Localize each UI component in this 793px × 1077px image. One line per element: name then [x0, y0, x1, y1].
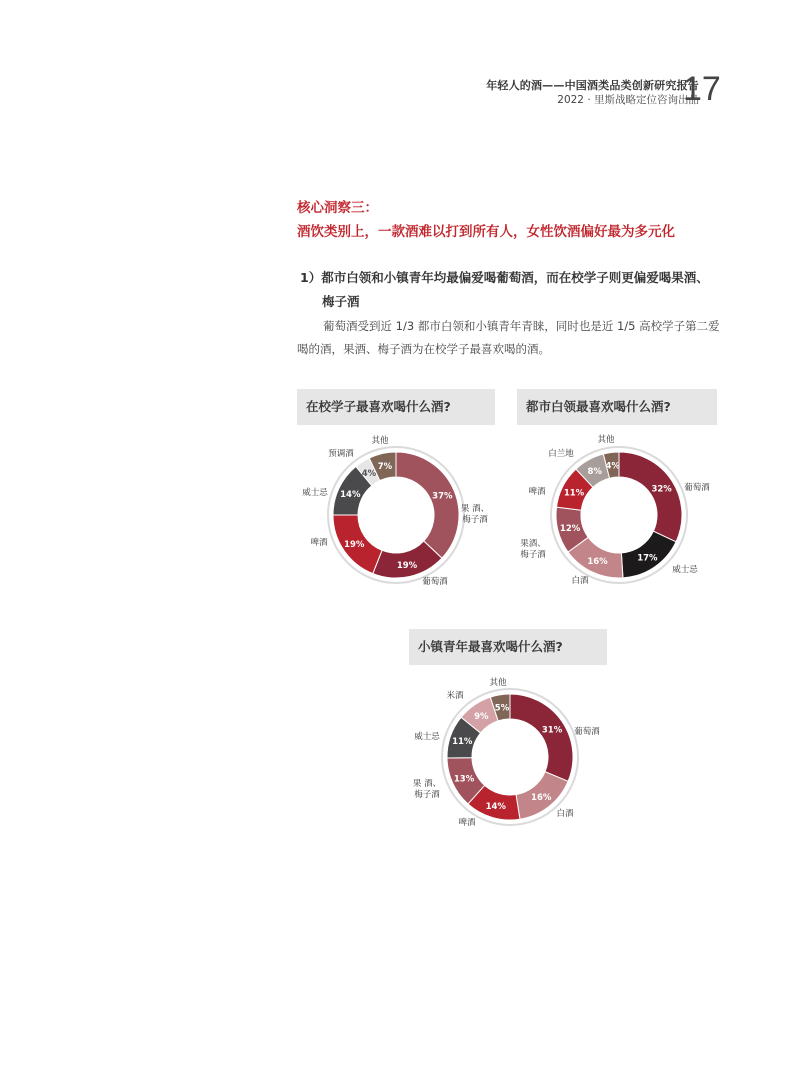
- slice-category-label: 其他: [489, 678, 507, 688]
- chart-1-donut: [297, 425, 495, 600]
- section-title: [300, 266, 740, 314]
- slice-percent-label: 11%: [563, 488, 585, 499]
- slice-percent-label: 5%: [494, 703, 510, 714]
- slice-category-label: 葡萄酒: [684, 483, 710, 493]
- slice-percent-label: 4%: [361, 468, 377, 479]
- slice-percent-label: 17%: [637, 553, 658, 564]
- slice-category-label: 果酒、梅子酒: [520, 539, 546, 560]
- slice-category-label: 白酒: [556, 809, 574, 819]
- body-paragraph: 葡萄酒受到近 1/3 都市白领和小镇青年青睐，同时也是近 1/5 高校学子第二爱喝的酒，果酒、梅子酒为在校学子最喜欢喝的酒。: [297, 319, 720, 356]
- slice-category-label: 其他: [371, 436, 389, 446]
- slice-percent-label: 19%: [396, 560, 418, 571]
- donut-slice: [510, 694, 573, 781]
- slice-category-label: 葡萄酒: [574, 727, 600, 737]
- chart-3-title: 小镇青年最喜欢喝什么酒?: [409, 629, 607, 665]
- slice-percent-label: 37%: [432, 491, 453, 502]
- slice-category-label: 威士忌: [302, 488, 328, 498]
- slice-category-label: 其他: [597, 435, 615, 445]
- chart-1-title: 在校学子最喜欢喝什么酒?: [297, 389, 495, 425]
- slice-category-label: 果 酒、梅子酒: [460, 504, 490, 525]
- section-title-line-1: 1）都市白领和小镇青年均最偏爱喝葡萄酒，而在校学子则更偏爱喝果酒、: [300, 270, 709, 285]
- slice-category-label: 白兰地: [548, 449, 574, 459]
- slice-category-label: 威士忌: [672, 565, 698, 575]
- slice-category-label: 米酒: [446, 691, 464, 701]
- slice-percent-label: 13%: [453, 774, 475, 785]
- report-subtitle: 2022 · 里斯战略定位咨询出品: [557, 94, 699, 106]
- insight-heading: [297, 196, 675, 244]
- slice-category-label: 预调酒: [328, 449, 354, 459]
- slice-percent-label: 9%: [474, 711, 489, 722]
- slice-percent-label: 31%: [541, 725, 563, 736]
- slice-percent-label: 11%: [452, 736, 473, 747]
- insight-line-2: 酒饮类别上，一款酒难以打到所有人，女性饮酒偏好最为多元化: [297, 224, 675, 240]
- slice-percent-label: 4%: [605, 461, 620, 472]
- slice-category-label: 葡萄酒: [422, 577, 448, 587]
- slice-percent-label: 14%: [340, 489, 361, 500]
- page-header: [486, 78, 699, 107]
- donut-slice: [396, 452, 459, 558]
- page-number: 17: [683, 70, 721, 108]
- insight-line-1: 核心洞察三：: [297, 200, 378, 216]
- slice-percent-label: 8%: [587, 467, 602, 478]
- section-title-line-2: 梅子酒: [322, 294, 360, 309]
- slice-percent-label: 32%: [651, 484, 672, 495]
- slice-percent-label: 14%: [485, 801, 506, 812]
- slice-percent-label: 16%: [587, 557, 608, 568]
- slice-category-label: 啤酒: [458, 818, 476, 828]
- slice-percent-label: 7%: [377, 462, 393, 473]
- slice-category-label: 啤酒: [310, 538, 328, 548]
- slice-percent-label: 16%: [531, 793, 552, 804]
- donut-slice: [619, 452, 682, 542]
- chart-3-donut: [409, 667, 607, 842]
- slice-category-label: 威士忌: [414, 732, 440, 742]
- slice-category-label: 啤酒: [528, 487, 546, 497]
- chart-2-title: 都市白领最喜欢喝什么酒?: [517, 389, 717, 425]
- slice-percent-label: 12%: [559, 524, 581, 535]
- report-title: 年轻人的酒——中国酒类品类创新研究报告: [486, 79, 699, 92]
- chart-2-donut: [517, 425, 717, 600]
- slice-percent-label: 19%: [344, 539, 365, 550]
- slice-category-label: 果 酒、梅子酒: [412, 779, 442, 800]
- slice-category-label: 白酒: [571, 576, 589, 586]
